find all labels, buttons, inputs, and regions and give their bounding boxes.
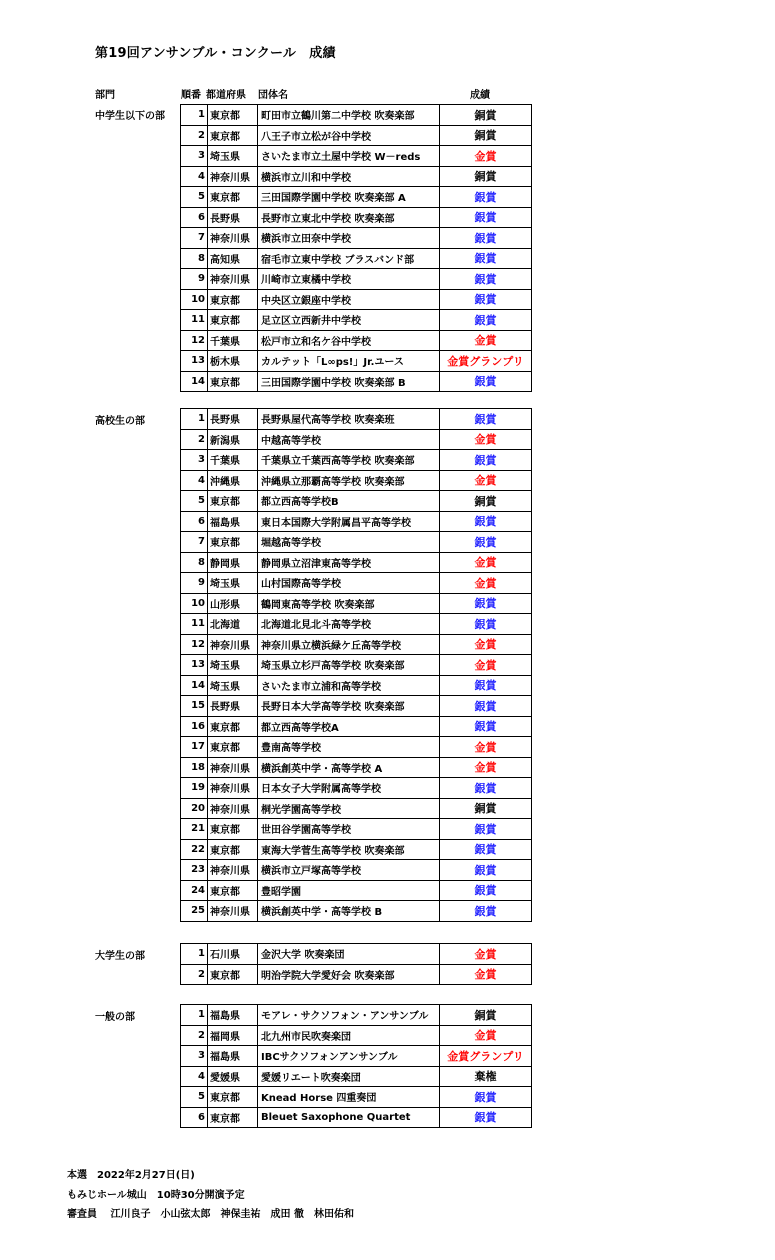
- award-cell: 金賞: [440, 573, 532, 594]
- table-row: [181, 228, 532, 249]
- table-row: [181, 409, 532, 430]
- order-number: 12: [181, 634, 208, 655]
- award-cell: 銅賞: [440, 491, 532, 512]
- award-cell: 銅賞: [440, 166, 532, 187]
- order-number: 23: [181, 860, 208, 881]
- order-number: 12: [181, 330, 208, 351]
- group-name-cell: 東海大学菅生高等学校 吹奏楽部: [258, 839, 440, 860]
- prefecture-cell: 神奈川県: [208, 634, 258, 655]
- prefecture-cell: 福島県: [208, 1046, 258, 1067]
- group-name-cell: 長野県屋代高等学校 吹奏楽班: [258, 409, 440, 430]
- header-prefecture: 都道府県: [206, 90, 246, 101]
- order-number: 4: [181, 1066, 208, 1087]
- section-label-university: 大学生の部: [95, 951, 145, 962]
- group-name-cell: 北九州市民吹奏楽団: [258, 1025, 440, 1046]
- footer-date: 本選 2022年2月27日(日): [67, 1170, 195, 1181]
- award-cell: 銀賞: [440, 371, 532, 392]
- award-cell: 銀賞: [440, 593, 532, 614]
- award-cell: 銅賞: [440, 105, 532, 126]
- order-number: 19: [181, 778, 208, 799]
- group-name-cell: 八王子市立松が谷中学校: [258, 125, 440, 146]
- award-cell: 銀賞: [440, 839, 532, 860]
- award-cell: 銀賞: [440, 880, 532, 901]
- award-cell: 銀賞: [440, 409, 532, 430]
- group-name-cell: 埼玉県立杉戸高等学校 吹奏楽部: [258, 655, 440, 676]
- header-order: 順番: [181, 90, 201, 101]
- table-row: [181, 450, 532, 471]
- order-number: 1: [181, 105, 208, 126]
- prefecture-cell: 東京都: [208, 819, 258, 840]
- award-cell: 銅賞: [440, 125, 532, 146]
- award-cell: 銀賞: [440, 228, 532, 249]
- group-name-cell: 金沢大学 吹奏楽団: [258, 944, 440, 965]
- award-cell: 銀賞: [440, 269, 532, 290]
- prefecture-cell: 東京都: [208, 1087, 258, 1108]
- table-row: [181, 310, 532, 331]
- order-number: 2: [181, 1025, 208, 1046]
- prefecture-cell: 栃木県: [208, 351, 258, 372]
- prefecture-cell: 福島県: [208, 511, 258, 532]
- prefecture-cell: 長野県: [208, 207, 258, 228]
- order-number: 1: [181, 944, 208, 965]
- prefecture-cell: 東京都: [208, 105, 258, 126]
- order-number: 9: [181, 573, 208, 594]
- group-name-cell: 沖縄県立那覇高等学校 吹奏楽部: [258, 470, 440, 491]
- order-number: 2: [181, 429, 208, 450]
- table-row: [181, 429, 532, 450]
- table-row: [181, 248, 532, 269]
- award-cell: 銀賞: [440, 450, 532, 471]
- order-number: 22: [181, 839, 208, 860]
- order-number: 6: [181, 1107, 208, 1128]
- group-name-cell: 神奈川県立横浜緑ケ丘高等学校: [258, 634, 440, 655]
- prefecture-cell: 東京都: [208, 737, 258, 758]
- table-row: [181, 655, 532, 676]
- section-label-general: 一般の部: [95, 1012, 135, 1023]
- table-row: [181, 944, 532, 965]
- order-number: 3: [181, 450, 208, 471]
- table-row: [181, 675, 532, 696]
- award-cell: 銀賞: [440, 675, 532, 696]
- order-number: 13: [181, 655, 208, 676]
- prefecture-cell: 東京都: [208, 880, 258, 901]
- group-name-cell: 明治学院大学愛好会 吹奏楽部: [258, 964, 440, 985]
- table-row: [181, 798, 532, 819]
- header-result: 成績: [470, 90, 490, 101]
- order-number: 1: [181, 1005, 208, 1026]
- award-cell: 金賞: [440, 634, 532, 655]
- group-name-cell: 中越高等学校: [258, 429, 440, 450]
- award-cell: 金賞: [440, 330, 532, 351]
- prefecture-cell: 神奈川県: [208, 228, 258, 249]
- order-number: 13: [181, 351, 208, 372]
- order-number: 17: [181, 737, 208, 758]
- order-number: 2: [181, 125, 208, 146]
- table-row: [181, 839, 532, 860]
- prefecture-cell: 神奈川県: [208, 757, 258, 778]
- order-number: 6: [181, 511, 208, 532]
- group-name-cell: 横浜創英中学・高等学校 A: [258, 757, 440, 778]
- table-row: [181, 491, 532, 512]
- group-name-cell: 横浜市立田奈中学校: [258, 228, 440, 249]
- group-name-cell: 横浜市立川和中学校: [258, 166, 440, 187]
- group-name-cell: 横浜市立戸塚高等学校: [258, 860, 440, 881]
- award-cell: 銀賞: [440, 778, 532, 799]
- prefecture-cell: 神奈川県: [208, 269, 258, 290]
- order-number: 21: [181, 819, 208, 840]
- footer-venue: もみじホール城山 10時30分開演予定: [67, 1190, 245, 1201]
- order-number: 8: [181, 248, 208, 269]
- group-name-cell: 都立西高等学校A: [258, 716, 440, 737]
- prefecture-cell: 東京都: [208, 839, 258, 860]
- prefecture-cell: 神奈川県: [208, 860, 258, 881]
- prefecture-cell: 石川県: [208, 944, 258, 965]
- results-table-university: [180, 943, 532, 985]
- footer-judges: 審査員 江川良子 小山弦太郎 神保圭祐 成田 徹 林田佑和: [67, 1209, 354, 1220]
- group-name-cell: 豊南高等学校: [258, 737, 440, 758]
- prefecture-cell: 東京都: [208, 491, 258, 512]
- prefecture-cell: 千葉県: [208, 450, 258, 471]
- table-row: [181, 125, 532, 146]
- award-cell: 金賞: [440, 146, 532, 167]
- table-row: [181, 371, 532, 392]
- prefecture-cell: 北海道: [208, 614, 258, 635]
- prefecture-cell: 東京都: [208, 187, 258, 208]
- prefecture-cell: 東京都: [208, 125, 258, 146]
- group-name-cell: 三田国際学園中学校 吹奏楽部 A: [258, 187, 440, 208]
- award-cell: 銀賞: [440, 614, 532, 635]
- group-name-cell: 町田市立鶴川第二中学校 吹奏楽部: [258, 105, 440, 126]
- order-number: 2: [181, 964, 208, 985]
- group-name-cell: 横浜創英中学・高等学校 B: [258, 901, 440, 922]
- header-dept: 部門: [95, 90, 115, 101]
- group-name-cell: 北海道北見北斗高等学校: [258, 614, 440, 635]
- group-name-cell: 松戸市立和名ケ谷中学校: [258, 330, 440, 351]
- order-number: 14: [181, 371, 208, 392]
- order-number: 11: [181, 614, 208, 635]
- table-row: [181, 593, 532, 614]
- award-cell: 銀賞: [440, 901, 532, 922]
- prefecture-cell: 福岡県: [208, 1025, 258, 1046]
- table-row: [181, 351, 532, 372]
- table-row: [181, 105, 532, 126]
- table-row: [181, 166, 532, 187]
- table-row: [181, 552, 532, 573]
- prefecture-cell: 埼玉県: [208, 655, 258, 676]
- award-cell: 金賞: [440, 757, 532, 778]
- order-number: 25: [181, 901, 208, 922]
- group-name-cell: 三田国際学園中学校 吹奏楽部 B: [258, 371, 440, 392]
- group-name-cell: 長野日本大学高等学校 吹奏楽部: [258, 696, 440, 717]
- group-name-cell: 鶴岡東高等学校 吹奏楽部: [258, 593, 440, 614]
- table-row: [181, 1087, 532, 1108]
- table-row: [181, 614, 532, 635]
- award-cell: 金賞: [440, 552, 532, 573]
- table-row: [181, 470, 532, 491]
- prefecture-cell: 東京都: [208, 964, 258, 985]
- award-cell: 金賞グランプリ: [440, 351, 532, 372]
- table-row: [181, 964, 532, 985]
- prefecture-cell: 長野県: [208, 409, 258, 430]
- award-cell: 銀賞: [440, 187, 532, 208]
- order-number: 7: [181, 228, 208, 249]
- group-name-cell: Bleuet Saxophone Quartet: [258, 1107, 440, 1128]
- group-name-cell: 堀越高等学校: [258, 532, 440, 553]
- order-number: 8: [181, 552, 208, 573]
- group-name-cell: 都立西高等学校B: [258, 491, 440, 512]
- page-title: 第19回アンサンブル・コンクール 成績: [95, 46, 336, 61]
- table-row: [181, 269, 532, 290]
- prefecture-cell: 高知県: [208, 248, 258, 269]
- order-number: 10: [181, 289, 208, 310]
- group-name-cell: 日本女子大学附属高等学校: [258, 778, 440, 799]
- award-cell: 銀賞: [440, 1087, 532, 1108]
- group-name-cell: 長野市立東北中学校 吹奏楽部: [258, 207, 440, 228]
- award-cell: 銀賞: [440, 532, 532, 553]
- group-name-cell: 川崎市立東橘中学校: [258, 269, 440, 290]
- order-number: 24: [181, 880, 208, 901]
- order-number: 3: [181, 1046, 208, 1067]
- table-row: [181, 737, 532, 758]
- prefecture-cell: 千葉県: [208, 330, 258, 351]
- table-row: [181, 187, 532, 208]
- prefecture-cell: 山形県: [208, 593, 258, 614]
- group-name-cell: 山村国際高等学校: [258, 573, 440, 594]
- order-number: 5: [181, 1087, 208, 1108]
- prefecture-cell: 静岡県: [208, 552, 258, 573]
- order-number: 10: [181, 593, 208, 614]
- order-number: 5: [181, 187, 208, 208]
- group-name-cell: さいたま市立土屋中学校 W－reds: [258, 146, 440, 167]
- group-name-cell: 愛媛リエート吹奏楽団: [258, 1066, 440, 1087]
- prefecture-cell: 神奈川県: [208, 901, 258, 922]
- table-row: [181, 716, 532, 737]
- table-row: [181, 819, 532, 840]
- table-row: [181, 880, 532, 901]
- table-row: [181, 1025, 532, 1046]
- prefecture-cell: 福島県: [208, 1005, 258, 1026]
- award-cell: 棄権: [440, 1066, 532, 1087]
- group-name-cell: 足立区立西新井中学校: [258, 310, 440, 331]
- table-row: [181, 207, 532, 228]
- award-cell: 金賞: [440, 1025, 532, 1046]
- group-name-cell: 中央区立銀座中学校: [258, 289, 440, 310]
- table-row: [181, 757, 532, 778]
- order-number: 7: [181, 532, 208, 553]
- prefecture-cell: 埼玉県: [208, 146, 258, 167]
- order-number: 9: [181, 269, 208, 290]
- order-number: 14: [181, 675, 208, 696]
- award-cell: 銀賞: [440, 696, 532, 717]
- award-cell: 金賞グランプリ: [440, 1046, 532, 1067]
- group-name-cell: 宿毛市立東中学校 ブラスバンド部: [258, 248, 440, 269]
- group-name-cell: 豊昭学園: [258, 880, 440, 901]
- prefecture-cell: 東京都: [208, 371, 258, 392]
- order-number: 4: [181, 166, 208, 187]
- header-group: 団体名: [258, 90, 288, 101]
- table-row: [181, 860, 532, 881]
- order-number: 4: [181, 470, 208, 491]
- order-number: 20: [181, 798, 208, 819]
- prefecture-cell: 東京都: [208, 1107, 258, 1128]
- award-cell: 金賞: [440, 944, 532, 965]
- prefecture-cell: 東京都: [208, 310, 258, 331]
- results-table-junior: [180, 104, 532, 392]
- award-cell: 銅賞: [440, 798, 532, 819]
- group-name-cell: さいたま市立浦和高等学校: [258, 675, 440, 696]
- results-table-high-school: [180, 408, 532, 922]
- prefecture-cell: 東京都: [208, 716, 258, 737]
- award-cell: 銀賞: [440, 248, 532, 269]
- order-number: 18: [181, 757, 208, 778]
- table-row: [181, 1107, 532, 1128]
- table-row: [181, 778, 532, 799]
- table-row: [181, 1066, 532, 1087]
- award-cell: 銀賞: [440, 1107, 532, 1128]
- award-cell: 金賞: [440, 737, 532, 758]
- group-name-cell: 桐光学園高等学校: [258, 798, 440, 819]
- prefecture-cell: 沖縄県: [208, 470, 258, 491]
- table-row: [181, 146, 532, 167]
- table-row: [181, 573, 532, 594]
- table-row: [181, 1046, 532, 1067]
- prefecture-cell: 愛媛県: [208, 1066, 258, 1087]
- order-number: 1: [181, 409, 208, 430]
- order-number: 11: [181, 310, 208, 331]
- award-cell: 銀賞: [440, 289, 532, 310]
- order-number: 5: [181, 491, 208, 512]
- prefecture-cell: 神奈川県: [208, 798, 258, 819]
- group-name-cell: Knead Horse 四重奏団: [258, 1087, 440, 1108]
- section-label-high-school: 高校生の部: [95, 416, 145, 427]
- award-cell: 銀賞: [440, 310, 532, 331]
- table-row: [181, 696, 532, 717]
- award-cell: 銀賞: [440, 819, 532, 840]
- prefecture-cell: 神奈川県: [208, 778, 258, 799]
- award-cell: 銅賞: [440, 1005, 532, 1026]
- results-table-general: [180, 1004, 532, 1128]
- award-cell: 金賞: [440, 964, 532, 985]
- table-row: [181, 532, 532, 553]
- prefecture-cell: 東京都: [208, 532, 258, 553]
- table-row: [181, 330, 532, 351]
- award-cell: 金賞: [440, 470, 532, 491]
- prefecture-cell: 埼玉県: [208, 573, 258, 594]
- group-name-cell: モアレ・サクソフォン・アンサンブル: [258, 1005, 440, 1026]
- group-name-cell: IBCサクソフォンアンサンブル: [258, 1046, 440, 1067]
- award-cell: 銀賞: [440, 716, 532, 737]
- table-row: [181, 511, 532, 532]
- table-row: [181, 289, 532, 310]
- order-number: 16: [181, 716, 208, 737]
- group-name-cell: カルテット「L∞ps!」Jr.ユース: [258, 351, 440, 372]
- section-label-junior: 中学生以下の部: [95, 111, 165, 122]
- group-name-cell: 静岡県立沼津東高等学校: [258, 552, 440, 573]
- prefecture-cell: 新潟県: [208, 429, 258, 450]
- award-cell: 金賞: [440, 655, 532, 676]
- award-cell: 銀賞: [440, 207, 532, 228]
- prefecture-cell: 埼玉県: [208, 675, 258, 696]
- award-cell: 銀賞: [440, 511, 532, 532]
- group-name-cell: 千葉県立千葉西高等学校 吹奏楽部: [258, 450, 440, 471]
- order-number: 15: [181, 696, 208, 717]
- table-row: [181, 634, 532, 655]
- prefecture-cell: 神奈川県: [208, 166, 258, 187]
- order-number: 3: [181, 146, 208, 167]
- group-name-cell: 世田谷学園高等学校: [258, 819, 440, 840]
- prefecture-cell: 長野県: [208, 696, 258, 717]
- order-number: 6: [181, 207, 208, 228]
- table-row: [181, 1005, 532, 1026]
- award-cell: 銀賞: [440, 860, 532, 881]
- prefecture-cell: 東京都: [208, 289, 258, 310]
- award-cell: 金賞: [440, 429, 532, 450]
- table-row: [181, 901, 532, 922]
- group-name-cell: 東日本国際大学附属昌平高等学校: [258, 511, 440, 532]
